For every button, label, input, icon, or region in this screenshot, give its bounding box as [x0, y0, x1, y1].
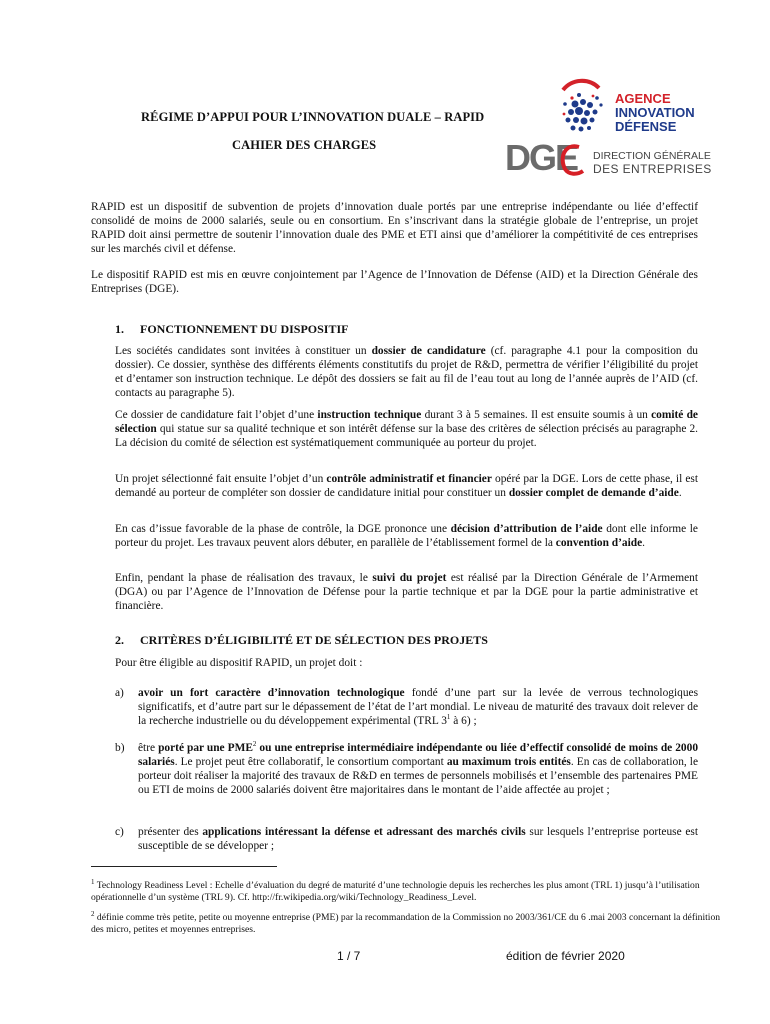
suivi-projet-emphasis: suivi du projet	[372, 572, 447, 584]
aid-logo-text	[615, 92, 695, 134]
intro-paragraph-2: Le dispositif RAPID est mis en œuvre conjointement par l’Agence de l’Innovation de Défense (AID) et la Direction Générale des Entreprises (DGE).	[91, 269, 698, 296]
criteria-item-b-marker: b)	[115, 742, 125, 754]
aid-logo-line2: INNOVATION	[615, 105, 695, 120]
aid-logo-line3: DÉFENSE	[615, 119, 677, 134]
section-1-heading	[115, 322, 348, 337]
section-1-paragraph-4: En cas d’issue favorable de la phase de contrôle, la DGE prononce une décision d’attribution de l’aide dont elle informe le porteur du projet. Les travaux peuvent alors débuter, en parallèle de l’établissement formel de la convention d’aide.	[115, 523, 698, 550]
section-1-paragraph-5: Enfin, pendant la phase de réalisation des travaux, le suivi du projet est réalisé par la Direction Générale de l’Armement (DGA) ou par l’Agence de l’Innovation de Défense pour la partie technique et par la DGE pour la partie administrative et financière.	[115, 572, 698, 613]
dge-logo-line2: DES ENTREPRISES	[593, 162, 712, 176]
edition-date: édition de février 2020	[506, 949, 625, 963]
criteria-item-c: présenter des applications intéressant la défense et adressant des marchés civils sur lesquels l’entreprise porteuse est susceptible de se développer ;	[138, 826, 698, 853]
section-2-heading	[115, 633, 488, 648]
footnote-ref-1[interactable]: 1	[446, 713, 451, 722]
dge-logo-line1: DIRECTION GÉNÉRALE	[593, 150, 711, 162]
dossier-complet-emphasis: dossier complet de demande d’aide	[508, 487, 679, 500]
decision-attribution-emphasis: décision d’attribution de l’aide	[450, 523, 603, 535]
convention-aide-emphasis: convention d’aide	[555, 537, 643, 550]
section-1-title: FONCTIONNEMENT DU DISPOSITIF	[140, 322, 349, 336]
document-subtitle: CAHIER DES CHARGES	[232, 138, 377, 152]
intro-paragraph-1: RAPID est un dispositif de subvention de projets d’innovation duale portés par une entreprise indépendante ou liée d’effectif consolidé de moins de 2000 salariés, seule ou en consortium. En s’inscrivant dans la stratégie globale de l’entreprise, un projet RAPID doit ainsi permettre de soutenir l’innovation duale des PME et ETI ainsi que d’améliorer la compétitivité de ces entreprises sur les marchés civil et défense.	[91, 201, 698, 256]
dossier-candidature-emphasis: dossier de candidature	[371, 345, 486, 357]
section-1-paragraph-3: Un projet sélectionné fait ensuite l’objet d’un contrôle administratif et financier opéré par la DGE. Lors de cette phase, il est demandé au porteur de compléter son dossier de candidature initial pour constituer un dossier complet de demande d’aide.	[115, 473, 698, 500]
instruction-technique-emphasis: instruction technique	[317, 409, 422, 421]
section-2-intro: Pour être éligible au dispositif RAPID, un projet doit :	[115, 657, 363, 669]
dge-logo-mark-text: DGE	[505, 137, 578, 178]
dge-swoosh-icon	[557, 141, 587, 181]
section-2-title: CRITÈRES D’ÉLIGIBILITÉ ET DE SÉLECTION DES PROJETS	[140, 633, 488, 647]
criteria-item-a-marker: a)	[115, 687, 124, 699]
section-1-number: 1.	[115, 322, 124, 336]
footnote-separator	[91, 866, 277, 867]
aid-emblem-icon	[545, 74, 615, 144]
footnote-2: $^2$ définie comme très petite, petite ou moyenne entreprise (PME) par la recommandation de la Commission no 2003/361/CE du 6 .mai 2003 concernant la définition des micro, petites et moyennes entreprises.	[91, 909, 721, 936]
criteria-item-c-marker: c)	[115, 826, 124, 838]
criteria-item-b: être porté par une PME$^2$ ou une entreprise intermédiaire indépendante ou liée d’effectif consolidé de moins de 2000 salariés. Le projet peut être collaboratif, le consortium comportant au maximum trois entités. En cas de collaboration, le porteur doit réaliser la majorité des travaux de R&D en termes de personnels mobilisés et l’ensemble des partenaires PME ou ETI de moins de 2000 salariés doivent être majoritaires dans le montant de l’aide affectée au projet ;	[138, 740, 699, 797]
aid-logo-line1: AGENCE	[615, 91, 671, 106]
footnote-ref-2[interactable]: 2	[252, 740, 257, 749]
document-title: RÉGIME D’APPUI POUR L’INNOVATION DUALE – RAPID	[141, 110, 485, 124]
page-number: 1 / 7	[337, 949, 361, 963]
dge-logo-text	[593, 150, 712, 176]
controle-administratif-emphasis: contrôle administratif et financier	[326, 473, 492, 485]
section-1-paragraph-1: Les sociétés candidates sont invitées à constituer un dossier de candidature (cf. paragraphe 4.1 pour la composition du dossier). Ce dossier, synthèse des différents éléments constitutifs du projet de R&D, permettra de vérifier l’éligibilité du projet et d’entamer son instruction technique. Le dépôt des dossiers se fait au fil de l’eau tout au long de l’année auprès de l’AID (cf. contacts au paragraphe 5).	[115, 345, 699, 400]
comite-selection-emphasis: comité de sélection	[115, 409, 698, 436]
aid-logo	[545, 74, 705, 144]
dge-logo	[505, 137, 725, 181]
section-1-paragraph-2: Ce dossier de candidature fait l’objet d’une instruction technique durant 3 à 5 semaines. Il est ensuite soumis à un comité de sélection qui statue sur sa qualité technique et son intérêt défense sur la base des critères de sélection précisés au paragraphe 2. La décision du comité de sélection est systématiquement communiquée au porteur du projet.	[115, 409, 698, 450]
section-2-number: 2.	[115, 633, 124, 647]
footnote-1: $^1$ Technology Readiness Level : Echelle d’évaluation du degré de maturité d’une technologie depuis les recherches les plus amont (TRL 1) jusqu’à l’utilisation opérationnelle d’un système (TRL 9). Cf. http://fr.wikipedia.org/wiki/Technology_Readiness_Level.	[91, 877, 700, 904]
criteria-item-a: avoir un fort caractère d’innovation technologique fondé d’une part sur la levée de verrous technologiques significatifs, et d’autre part sur le dépassement de l’état de l’art mondial. Le niveau de maturité des travaux doit relever de la recherche industrielle ou du développement expérimental (TRL $3^1$ à 6) ;	[138, 687, 698, 728]
